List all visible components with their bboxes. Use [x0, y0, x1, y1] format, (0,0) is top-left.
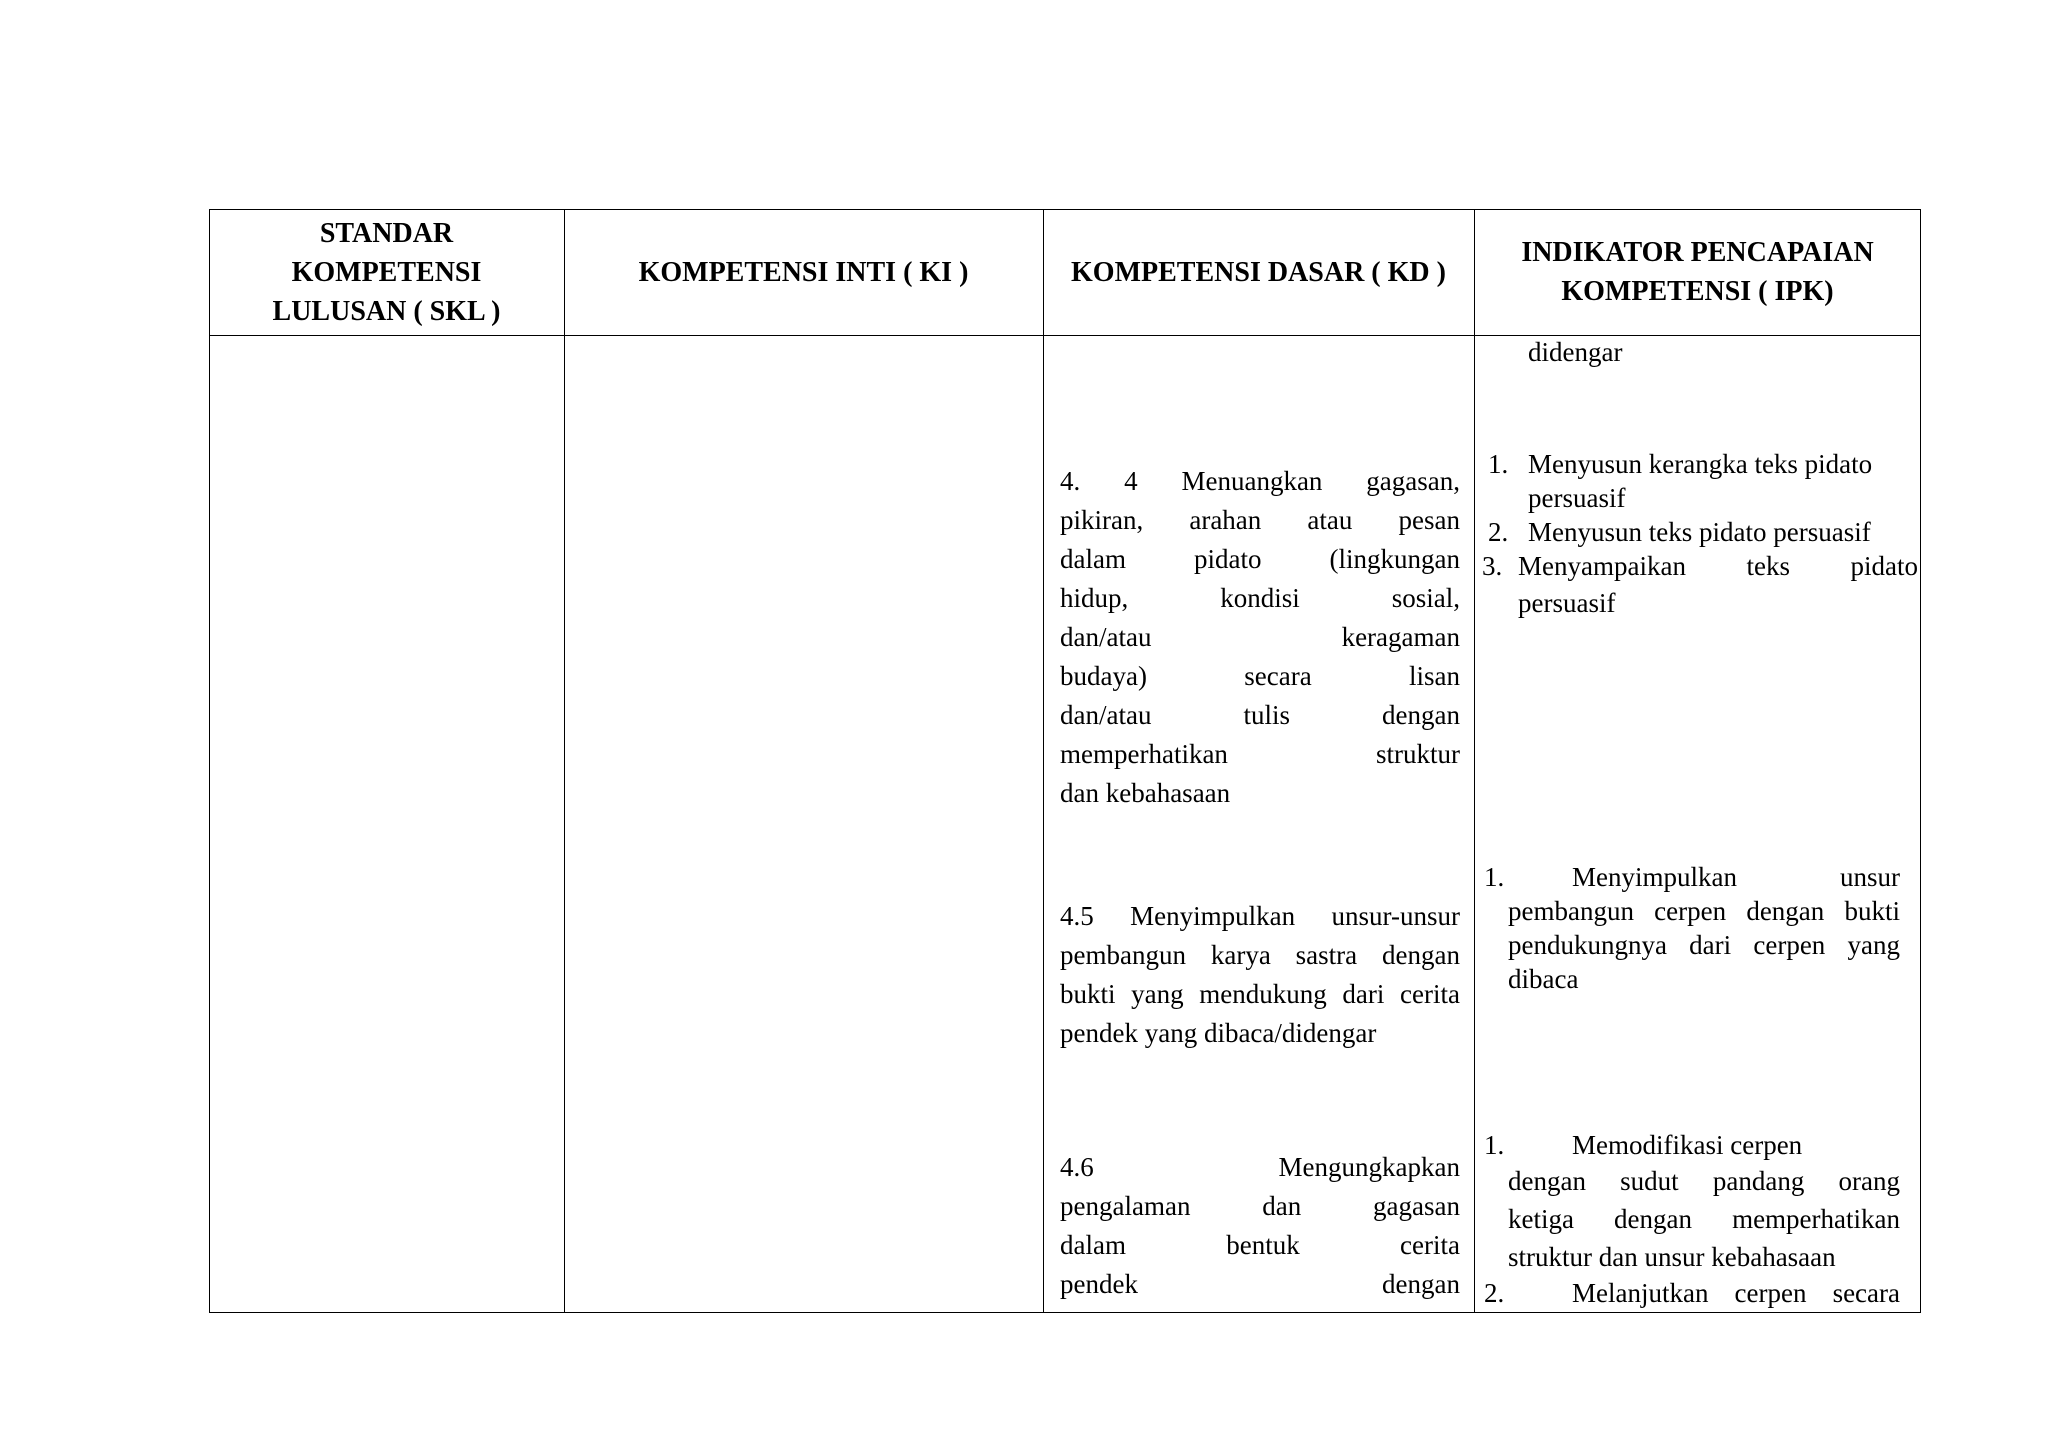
- kd-item-4-5: [1060, 897, 1460, 1053]
- ipk-line: dengan sudut pandang orang: [1508, 1166, 1900, 1196]
- header-skl-line: STANDAR: [319, 217, 454, 249]
- kd-line: budaya) secara lisan: [1060, 661, 1460, 691]
- ipk-number: 2.: [1488, 517, 1509, 547]
- kd-line: pikiran, arahan atau pesan: [1060, 505, 1460, 535]
- kd-line: 4.6 Mengungkapkan: [1060, 1152, 1460, 1182]
- header-ipk-line: INDIKATOR PENCAPAIAN: [1521, 237, 1874, 268]
- kd-line: dalam bentuk cerita: [1060, 1230, 1460, 1260]
- kd-line: 4.5 Menyimpulkan unsur-unsur: [1060, 901, 1460, 931]
- kd-item-4-4: [1060, 462, 1460, 813]
- kd-line: dalam pidato (lingkungan: [1060, 544, 1460, 574]
- kd-line: pembangun karya sastra dengan: [1060, 940, 1460, 970]
- ipk-line: dibaca: [1508, 964, 1579, 994]
- kd-line: pendek yang dibaca/didengar: [1060, 1018, 1377, 1048]
- ipk-number: 3.: [1482, 551, 1503, 581]
- ipk-line: Menyimpulkan unsur: [1572, 862, 1900, 892]
- header-skl-line: LULUSAN ( SKL ): [272, 295, 501, 327]
- ipk-line: persuasif: [1528, 483, 1626, 513]
- ipk-continued-text: didengar: [1528, 337, 1623, 367]
- ipk-number: 1.: [1484, 1130, 1505, 1160]
- kd-line: bukti yang mendukung dari cerita: [1060, 979, 1460, 1009]
- header-kd: KOMPETENSI DASAR ( KD ): [1071, 256, 1446, 288]
- header-ipk-line: KOMPETENSI ( IPK): [1561, 276, 1834, 307]
- column-divider: [564, 209, 565, 1313]
- header-skl: [209, 209, 564, 335]
- kd-item-4-6: [1060, 1148, 1460, 1304]
- ipk-line: pembangun cerpen dengan bukti: [1508, 896, 1900, 926]
- column-divider: [1043, 209, 1044, 1313]
- kd-line: dan/atau keragaman: [1060, 622, 1460, 652]
- ipk-line: Menyusun kerangka teks pidato: [1528, 449, 1873, 479]
- header-divider: [209, 335, 1921, 336]
- ipk-line: persuasif: [1518, 588, 1616, 618]
- kd-line: pengalaman dan gagasan: [1060, 1191, 1460, 1221]
- ipk-line: Memodifikasi cerpen: [1572, 1130, 1803, 1160]
- kd-line: hidup, kondisi sosial,: [1060, 583, 1460, 613]
- header-skl-line: KOMPETENSI: [291, 256, 482, 288]
- ipk-number: 2.: [1484, 1278, 1505, 1308]
- header-ipk: [1474, 209, 1921, 335]
- header-ki: KOMPETENSI INTI ( KI ): [638, 256, 969, 288]
- ipk-number: 1.: [1484, 862, 1505, 892]
- kd-line: 4. 4 Menuangkan gagasan,: [1060, 466, 1460, 496]
- kd-line: dan kebahasaan: [1060, 778, 1231, 808]
- ipk-line: ketiga dengan memperhatikan: [1508, 1204, 1900, 1234]
- ipk-number: 1.: [1488, 449, 1509, 479]
- column-divider: [1474, 209, 1475, 1313]
- kd-line: memperhatikan struktur: [1060, 739, 1460, 769]
- ipk-line: Menyusun teks pidato persuasif: [1528, 517, 1871, 547]
- kd-line: pendek dengan: [1060, 1269, 1460, 1299]
- ipk-line: struktur dan unsur kebahasaan: [1508, 1242, 1836, 1272]
- ipk-line: Menyampaikan teks pidato: [1518, 551, 1918, 581]
- ipk-line: Melanjutkan cerpen secara: [1572, 1278, 1900, 1308]
- kd-line: dan/atau tulis dengan: [1060, 700, 1460, 730]
- ipk-line: pendukungnya dari cerpen yang: [1508, 930, 1900, 960]
